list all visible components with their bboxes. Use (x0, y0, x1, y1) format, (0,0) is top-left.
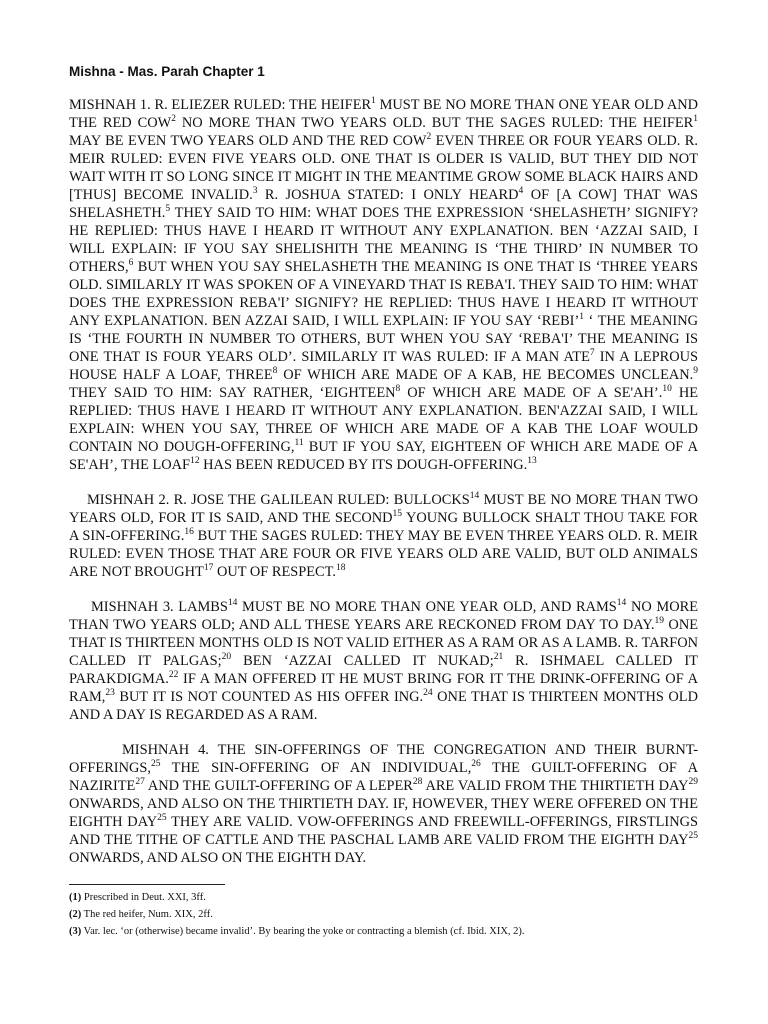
footnote-marker: 15 (392, 509, 403, 520)
footnote-marker: 7 (589, 348, 595, 359)
text-segment: R. JOSHUA STATED: I ONLY HEARD (257, 187, 519, 203)
footnote-marker: 1 (579, 312, 585, 323)
footnote-marker: 5 (165, 204, 171, 215)
text-segment: THEY SAID TO HIM: WHAT DOES THE EXPRESSION ‘SHELASHETH’ SIGNIFY? HE REPLIED: THUS HAVE I HEARD IT WITHOUT ANY EXPLANATION. BEN ‘AZZAI SAID, I WILL EXPLAIN: IF YOU SAY SHELISHITH THE MEANING IS ‘THE THIRD’ IN NUMBER TO OTHERS, (69, 205, 698, 275)
page-title: Mishna - Mas. Parah Chapter 1 (69, 64, 265, 79)
mishnah-paragraph-2 (69, 491, 698, 581)
footnote-marker: 19 (654, 616, 664, 627)
footnote-marker: 17 (203, 563, 214, 574)
footnote-marker: 2 (426, 132, 432, 143)
footnote-number: (1) (69, 892, 82, 903)
footnote-marker: 20 (221, 652, 232, 663)
text-segment: MISHNAH 3. LAMBS (91, 599, 228, 615)
footnote-marker: 4 (518, 186, 524, 197)
text-segment: NO MORE THAN TWO YEARS OLD; AND ALL THESE YEARS ARE RECKONED FROM DAY TO DAY. (69, 599, 698, 633)
text-segment: OUT OF RESPECT. (213, 564, 336, 580)
footnote-number: (2) (69, 909, 82, 920)
footnote-marker: 14 (616, 598, 627, 609)
footnote-marker: 1 (371, 96, 376, 107)
footnote-3 (69, 923, 698, 940)
footnote-text: Prescribed in Deut. XXI, 3ff. (81, 892, 206, 903)
text-segment: MISHNAH 1. R. ELIEZER RULED: THE HEIFER (69, 97, 372, 113)
text-segment: MISHNAH 2. R. JOSE THE GALILEAN RULED: BULLOCKS (87, 492, 470, 508)
footnote-marker: 11 (294, 438, 304, 449)
footnote-marker: 18 (335, 563, 346, 574)
footnote-marker: 27 (135, 777, 145, 788)
footnote-marker: 14 (469, 491, 480, 502)
text-segment: IN A LEPROUS HOUSE HALF A LOAF, THREE (69, 349, 698, 383)
footnote-marker: 8 (272, 366, 278, 377)
text-segment: OF WHICH ARE MADE OF A KAB, HE BECOMES UNCLEAN. (277, 367, 694, 383)
text-segment: HAS BEEN REDUCED BY ITS DOUGH-OFFERING. (199, 457, 528, 473)
text-segment: ARE VALID FROM THE THIRTIETH DAY (422, 778, 689, 794)
footnote-marker: 28 (412, 777, 423, 788)
footnote-marker: 2 (171, 114, 176, 125)
footnote-marker: 23 (105, 688, 115, 699)
text-segment: NO MORE THAN TWO YEARS OLD. BUT THE SAGES RULED: THE HEIFER (175, 115, 694, 131)
footnote-marker: 25 (688, 831, 698, 842)
footnote-marker: 8 (395, 384, 401, 395)
text-segment: MAY BE EVEN TWO YEARS OLD AND THE RED COW (69, 133, 427, 149)
text-segment: IF A MAN OFFERED IT HE MUST BRING FOR IT THE DRINK-OFFERING OF A RAM, (69, 671, 698, 705)
text-segment: BEN ‘AZZAI CALLED IT NUKAD; (231, 653, 494, 669)
footnote-text: The red heifer, Num. XIX, 2ff. (81, 909, 213, 920)
mishnah-paragraph-1 (69, 96, 698, 474)
text-segment: EVEN THREE OR FOUR YEARS OLD. R. MEIR RULED: EVEN FIVE YEARS OLD. ONE THAT IS OLDER IS VALID, BUT THEY DID NOT WAIT WITH IT SO LONG SINCE IT MIGHT IN THE MEANTIME GROW SOME BLACK HAIRS AND [THUS] BECOME INVALID. (69, 133, 698, 203)
footnote-marker: 1 (693, 114, 699, 125)
text-segment: MUST BE NO MORE THAN ONE YEAR OLD, AND RAMS (237, 599, 617, 615)
text-segment: BUT IT IS NOT COUNTED AS HIS OFFER ING. (114, 689, 424, 705)
footnote-marker: 24 (423, 688, 433, 699)
document-page (69, 64, 698, 940)
footnote-marker: 16 (184, 527, 194, 538)
text-segment: THEY SAID TO HIM: SAY RATHER, ‘EIGHTEEN (69, 385, 396, 401)
mishnah-text (69, 96, 698, 867)
text-segment: MISHNAH 4. THE SIN-OFFERINGS OF THE CONGREGATION AND THEIR BURNT-OFFERINGS, (69, 742, 698, 776)
text-segment: ‘ THE MEANING IS ‘THE FOURTH IN NUMBER TO OTHERS, BUT WHEN YOU SAY ‘REBA'I’ THE MEANING IS ONE THAT IS FOUR YEARS OLD’. SIMILARLY IT WAS RULED: IF A MAN ATE (69, 313, 698, 365)
footnote-2 (69, 906, 698, 923)
text-segment: ONWARDS, AND ALSO ON THE THIRTIETH DAY. IF, HOWEVER, THEY WERE OFFERED ON THE EIGHTH DAY (69, 796, 698, 830)
footnotes (69, 889, 698, 940)
text-segment: OF [A COW] THAT WAS SHELASHETH. (69, 187, 699, 221)
footnote-marker: 29 (688, 777, 698, 788)
footnote-1 (69, 889, 698, 906)
text-segment: ONE THAT IS THIRTEEN MONTHS OLD AND A DAY IS REGARDED AS A RAM. (69, 689, 698, 723)
text-segment: THE GUILT-OFFERING OF A NAZIRITE (69, 760, 698, 794)
footnote-marker: 13 (527, 456, 537, 467)
text-segment: R. ISHMAEL CALLED IT PARAKDIGMA. (69, 653, 698, 687)
footnote-divider (69, 884, 225, 885)
text-segment: AND THE GUILT-OFFERING OF A LEPER (144, 778, 413, 794)
footnote-marker: 12 (190, 456, 200, 467)
text-segment: MUST BE NO MORE THAN ONE YEAR OLD AND THE RED COW (69, 97, 698, 131)
footnote-marker: 6 (128, 258, 134, 269)
footnote-marker: 25 (150, 759, 161, 770)
footnote-marker: 3 (252, 186, 258, 197)
footnote-marker: 9 (693, 366, 698, 377)
text-segment: THEY ARE VALID. VOW-OFFERINGS AND FREEWILL-OFFERINGS, FIRSTLINGS AND THE TITHE OF CATTLE AND THE PASCHAL LAMB ARE VALID FROM THE EIGHTH DAY (69, 814, 698, 848)
text-segment: BUT THE SAGES RULED: THEY MAY BE EVEN THREE YEARS OLD. R. MEIR RULED: EVEN THOSE THAT ARE FOUR OR FIVE YEARS OLD ARE VALID, BUT OLD ANIMALS ARE NOT BROUGHT (69, 528, 698, 580)
text-segment: ONE THAT IS THIRTEEN MONTHS OLD IS NOT VALID EITHER AS A RAM OR AS A LAMB. R. TARFON CALLED IT PALGAS; (69, 617, 698, 669)
text-segment: THE SIN-OFFERING OF AN INDIVIDUAL, (160, 760, 472, 776)
footnote-marker: 21 (493, 652, 504, 663)
text-segment: ONWARDS, AND ALSO ON THE EIGHTH DAY. (69, 850, 367, 866)
text-segment: HE REPLIED: THUS HAVE I HEARD IT WITHOUT ANY EXPLANATION. BEN'AZZAI SAID, I WILL EXPLAIN: WHEN YOU SAY, THREE OF WHICH ARE MADE OF A KAB THE LOAF WOULD CONTAIN NO DOUGH-OFFERING, (69, 385, 699, 455)
text-segment: BUT WHEN YOU SAY SHELASHETH THE MEANING IS ONE THAT IS ‘THREE YEARS OLD. SIMILARLY IT WAS SPOKEN OF A VINEYARD THAT IS REBA'I. THEY SAID TO HIM: WHAT DOES THE EXPRESSION REBA'I’ SIGNIFY? HE REPLIED: THUS HAVE I HEARD IT WITHOUT ANY EXPLANATION. BEN AZZAI SAID, I WILL EXPLAIN: IF YOU SAY ‘REBI’ (69, 259, 698, 329)
footnote-marker: 14 (227, 598, 238, 609)
text-segment: MUST BE NO MORE THAN TWO YEARS OLD, FOR IT IS SAID, AND THE SECOND (69, 492, 698, 526)
footnote-number: (3) (69, 926, 82, 937)
footnote-marker: 22 (168, 670, 179, 681)
text-segment: YOUNG BULLOCK SHALT THOU TAKE FOR A SIN-OFFERING. (69, 510, 698, 544)
footnote-marker: 25 (157, 813, 167, 824)
text-segment: OF WHICH ARE MADE OF A SE'AH’. (400, 385, 663, 401)
mishnah-paragraph-4 (69, 741, 698, 867)
text-segment: BUT IF YOU SAY, EIGHTEEN OF WHICH ARE MADE OF A SE'AH’, THE LOAF (69, 439, 698, 473)
footnote-marker: 26 (471, 759, 481, 770)
footnote-text: Var. lec. ‘or (otherwise) became invalid’. By bearing the yoke or contracting a blemish (cf. Ibid. XIX, 2). (81, 926, 525, 937)
mishnah-paragraph-3 (69, 598, 698, 724)
footnote-marker: 10 (662, 384, 672, 395)
